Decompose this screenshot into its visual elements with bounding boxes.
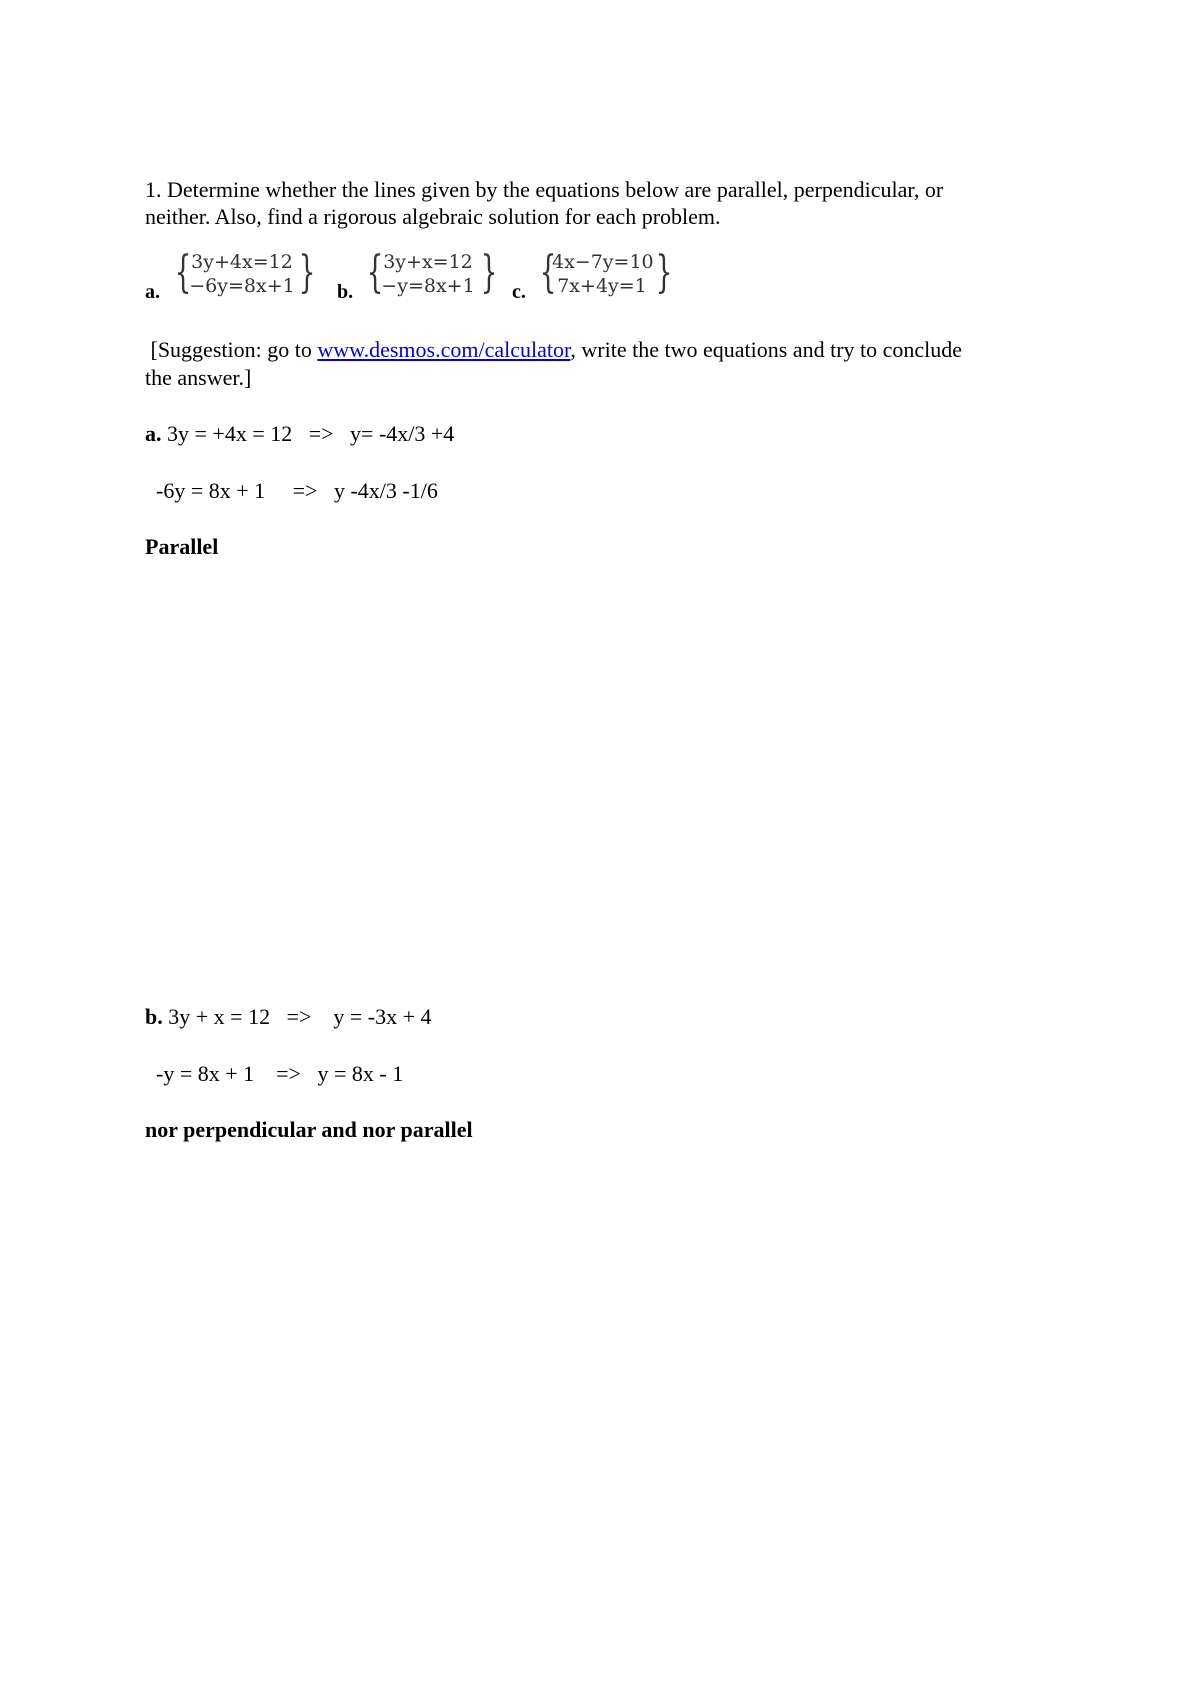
left-brace-icon: { xyxy=(539,247,557,298)
equation-stack xyxy=(552,250,652,298)
answer-b-equation-1: 3y + x = 12 => y = -3x + 4 xyxy=(162,1004,432,1029)
left-brace-icon: { xyxy=(174,247,192,298)
system-label: c. xyxy=(512,281,526,303)
answer-b-line-1 xyxy=(145,1003,432,1031)
equation-stack xyxy=(187,250,297,298)
answer-a-line-1 xyxy=(145,420,454,448)
equation-1: 3y+x=12 xyxy=(383,251,473,273)
answer-b-conclusion: nor perpendicular and nor parallel xyxy=(145,1117,473,1142)
answer-a-conclusion: Parallel xyxy=(145,534,219,559)
answer-b-label: b. xyxy=(145,1004,163,1029)
question-line-1: 1. Determine whether the lines given by the equations below are parallel, perpendicular, or xyxy=(145,177,944,202)
suggestion-line-2: the answer.] xyxy=(145,365,252,390)
suggestion-line-1 xyxy=(145,336,962,364)
left-brace-icon: { xyxy=(366,247,384,298)
right-brace-icon: } xyxy=(298,247,316,298)
suggestion-text: [Suggestion: go to xyxy=(145,337,318,362)
question-line-2: neither. Also, find a rigorous algebraic solution for each problem. xyxy=(145,204,721,229)
answer-b-line-2: -y = 8x + 1 => y = 8x - 1 xyxy=(145,1061,404,1086)
system-label: b. xyxy=(337,281,354,303)
answer-a-equation-1: 3y = +4x = 12 => y= -4x/3 +4 xyxy=(161,421,455,446)
equation-2: −y=8x+1 xyxy=(381,275,475,297)
answer-a-label: a. xyxy=(145,421,162,446)
system-c xyxy=(512,248,672,302)
equation-2: −6y=8x+1 xyxy=(189,275,295,297)
suggestion-text-end: , write the two equations and try to conclude xyxy=(570,337,963,362)
system-label: a. xyxy=(145,281,160,303)
equation-stack xyxy=(379,250,477,298)
system-a xyxy=(145,248,315,302)
desmos-link[interactable]: www.desmos.com/calculator xyxy=(317,337,571,362)
equation-2: 7x+4y=1 xyxy=(557,275,647,297)
system-b xyxy=(337,248,497,302)
equation-1: 3y+4x=12 xyxy=(191,251,293,273)
answer-a-line-2: -6y = 8x + 1 => y -4x/3 -1/6 xyxy=(145,478,438,503)
equation-1: 4x−7y=10 xyxy=(552,251,654,273)
right-brace-icon: } xyxy=(655,247,673,298)
right-brace-icon: } xyxy=(480,247,498,298)
